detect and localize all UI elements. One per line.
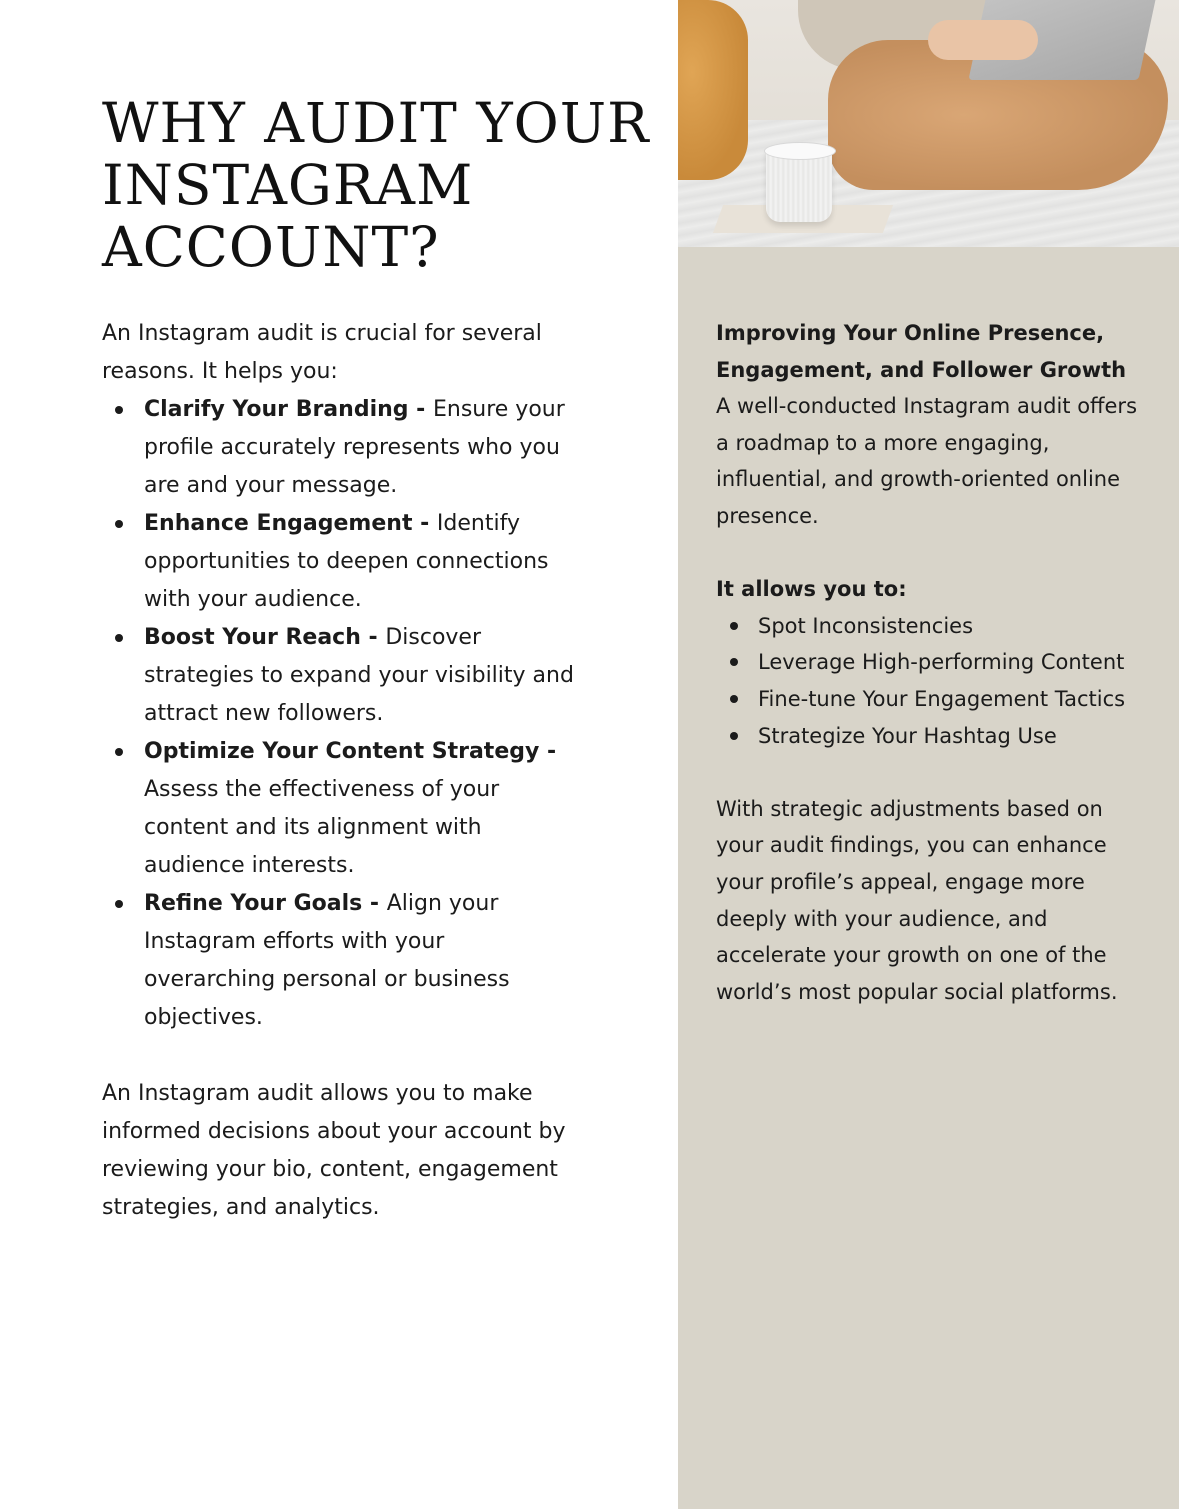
left-body (102, 315, 582, 1227)
list-item (102, 391, 582, 505)
section-body: A well-conducted Instagram audit offers a roadmap to a more engaging, influential, and growth-oriented online presence. (716, 394, 1138, 528)
header-photo (678, 0, 1179, 247)
item-heading: Clarify Your Branding - (144, 397, 433, 422)
list-item (716, 718, 1156, 755)
item-text: Discover strategies to expand your visibility and attract new followers. (144, 625, 574, 726)
page-title (102, 92, 662, 278)
item-text: Spot Inconsistencies (758, 613, 974, 638)
item-heading: Optimize Your Content Strategy - (144, 739, 557, 764)
item-text: Leverage High-performing Content (758, 650, 1125, 675)
bullet-icon (115, 406, 123, 414)
right-closing-text: With strategic adjustments based on your audit findings, you can enhance your profile’s appeal, engage more deeply with your audience, and accelerate your growth on one of the world’s most popular social platforms. (716, 796, 1118, 1004)
photo-hands (928, 20, 1038, 60)
bullet-icon (730, 658, 738, 666)
bullet-icon (115, 748, 123, 756)
reasons-list (102, 391, 582, 1037)
item-text: Align your Instagram efforts with your overarching personal or business objectives. (144, 891, 510, 1030)
title-line: WHY AUDIT YOUR (102, 91, 650, 155)
list-item (102, 733, 582, 885)
item-text: Strategize Your Hashtag Use (758, 723, 1057, 748)
bullet-icon (115, 900, 123, 908)
bullet-icon (115, 520, 123, 528)
closing-text: An Instagram audit allows you to make informed decisions about your account by reviewing your bio, content, engagement strategies, and analytics. (102, 1081, 566, 1220)
item-text: Ensure your profile accurately represents who you are and your message. (144, 397, 565, 498)
item-heading: Enhance Engagement - (144, 511, 437, 536)
item-heading: Boost Your Reach - (144, 625, 386, 650)
list-item (716, 608, 1156, 645)
right-body (716, 315, 1156, 1010)
intro-text: An Instagram audit is crucial for several reasons. It helps you: (102, 321, 542, 384)
bullet-icon (730, 622, 738, 630)
bullet-icon (730, 732, 738, 740)
allows-list (716, 608, 1156, 754)
title-line: INSTAGRAM (102, 153, 474, 217)
list-item (716, 644, 1156, 681)
list-item (102, 619, 582, 733)
bullet-icon (730, 695, 738, 703)
list-item (716, 681, 1156, 718)
list-item (102, 505, 582, 619)
bullet-icon (115, 634, 123, 642)
title-line: ACCOUNT? (102, 215, 440, 279)
list-item (102, 885, 582, 1037)
item-text: Assess the effectiveness of your content and its alignment with audience interests. (144, 777, 500, 878)
mug-rim (764, 142, 836, 160)
item-text: Identify opportunities to deepen connections with your audience. (144, 511, 549, 612)
photo-pillow (678, 0, 748, 180)
allows-heading: It allows you to: (716, 577, 907, 602)
item-heading: Refine Your Goals - (144, 891, 387, 916)
section-heading: Improving Your Online Presence, Engagement, and Follower Growth (716, 321, 1127, 382)
item-text: Fine-tune Your Engagement Tactics (758, 686, 1126, 711)
